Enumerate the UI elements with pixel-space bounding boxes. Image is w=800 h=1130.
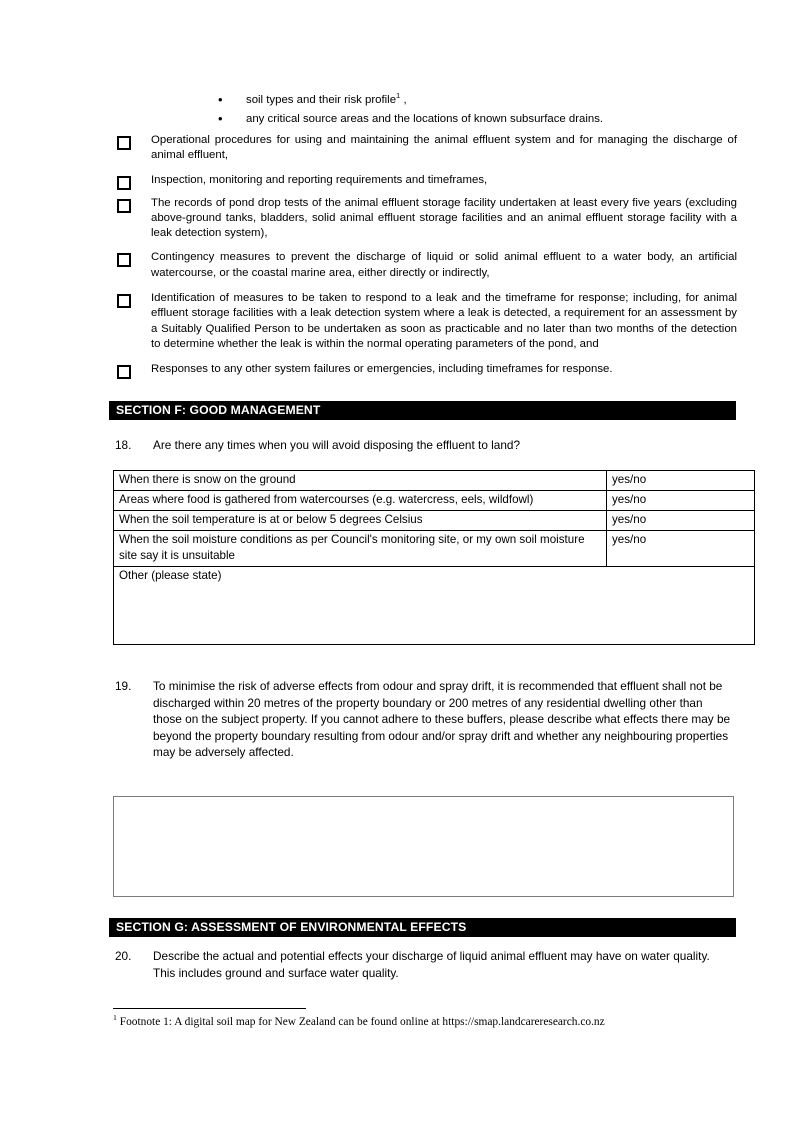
table-cell-condition: Areas where food is gathered from watercourses (e.g. watercress, eels, wildfowl) (114, 491, 607, 511)
question-18-text: Are there any times when you will avoid disposing the effluent to land? (153, 438, 521, 452)
list-item (218, 92, 738, 111)
checkbox-icon[interactable] (117, 199, 131, 213)
question-19-answer-box[interactable] (113, 796, 734, 897)
bullet-item-text (246, 111, 738, 128)
checkbox-icon[interactable] (117, 136, 131, 150)
checklist-item-label: Inspection, monitoring and reporting requirements and timeframes, (151, 173, 488, 186)
checklist-item-label: Responses to any other system failures or emergencies, including timeframes for response. (151, 363, 613, 376)
question-18 (115, 437, 735, 454)
checklist-item[interactable] (117, 291, 737, 352)
question-20-text: Describe the actual and potential effects your discharge of liquid animal effluent may have on water quality. This includes ground and surface water quality. (153, 949, 710, 980)
table-cell-condition: When the soil temperature is at or below 5 degrees Celsius (114, 511, 607, 531)
table-row (114, 531, 755, 567)
question-19-number: 19. (115, 679, 132, 693)
footnote (113, 1015, 753, 1029)
table-cell-other[interactable]: Other (please state) (114, 567, 755, 645)
checklist-item-label: The records of pond drop tests of the animal effluent storage facility undertaken at least every five years (excluding above-ground tanks, bladders, solid animal effluent storage facilities and an animal effluent storage facility with a leak detection system), (151, 196, 737, 240)
section-g-header: SECTION G: ASSESSMENT OF ENVIRONMENTAL EFFECTS (109, 918, 736, 937)
list-item (218, 111, 738, 130)
avoid-disposal-table (113, 470, 755, 645)
question-20-number: 20. (115, 949, 132, 963)
footnote-number: 1 (113, 1013, 117, 1023)
table-cell-answer[interactable]: yes/no (607, 491, 755, 511)
checklist-item[interactable] (117, 173, 737, 191)
checklist-item[interactable] (117, 196, 737, 242)
bullet-marker: • (218, 111, 223, 126)
checkbox-icon[interactable] (117, 253, 131, 267)
table-cell-answer[interactable]: yes/no (607, 511, 755, 531)
table-row (114, 491, 755, 511)
question-19 (115, 678, 733, 761)
checkbox-icon[interactable] (117, 294, 131, 308)
checkbox-icon[interactable] (117, 365, 131, 379)
footnote-marker-icon: 1 (396, 91, 401, 101)
question-20 (115, 948, 733, 981)
table-cell-condition: When there is snow on the ground (114, 471, 607, 491)
requirements-checklist (117, 133, 737, 387)
table-row (114, 511, 755, 531)
question-18-number: 18. (115, 438, 132, 452)
table-row-other (114, 567, 755, 645)
checklist-item[interactable] (117, 362, 737, 380)
table-row (114, 471, 755, 491)
checklist-item-label: Identification of measures to be taken to respond to a leak and the timeframe for response; including, for animal effluent storage facilities with a leak detection system where a leak is detected, a requirement for an assessment by a Suitably Qualified Person to be undertaken as soon as practicable and no later than two months of the detection to determine whether the leak is within the normal operating parameters of the pond, and (151, 292, 737, 350)
section-f-header: SECTION F: GOOD MANAGEMENT (109, 401, 736, 420)
bullet-suffix: , (400, 94, 407, 106)
table-cell-condition: When the soil moisture conditions as per Council's monitoring site, or my own soil moisture site say it is unsuitable (114, 531, 607, 567)
question-19-text: To minimise the risk of adverse effects from odour and spray drift, it is recommended that effluent shall not be discharged within 20 metres of the property boundary or 200 metres of any residential dwelling other than those on the subject property. If you cannot adhere to these buffers, please describe what effects there may be beyond the property boundary resulting from odour and/or spray drift and whether any neighbouring properties may be adversely affected. (153, 679, 731, 760)
footnote-text: Footnote 1: A digital soil map for New Zealand can be found online at https://smap.landcareresearch.co.nz (119, 1016, 605, 1028)
checklist-item-label: Contingency measures to prevent the discharge of liquid or solid animal effluent to a water body, an artificial watercourse, or the coastal marine area, either directly or indirectly, (151, 251, 737, 279)
footnote-separator (113, 1008, 306, 1009)
bullet-list (218, 92, 738, 130)
bullet-marker: • (218, 92, 223, 107)
checklist-item[interactable] (117, 133, 737, 164)
checklist-item[interactable] (117, 250, 737, 281)
checklist-item-label: Operational procedures for using and maintaining the animal effluent system and for managing the discharge of animal effluent, (151, 134, 737, 162)
table-cell-answer[interactable]: yes/no (607, 531, 755, 567)
bullet-label: soil types and their risk profile (246, 94, 397, 106)
table-cell-answer[interactable]: yes/no (607, 471, 755, 491)
bullet-label: any critical source areas and the locations of known subsurface drains. (246, 113, 604, 125)
bullet-item-text (246, 92, 738, 109)
checkbox-icon[interactable] (117, 176, 131, 190)
